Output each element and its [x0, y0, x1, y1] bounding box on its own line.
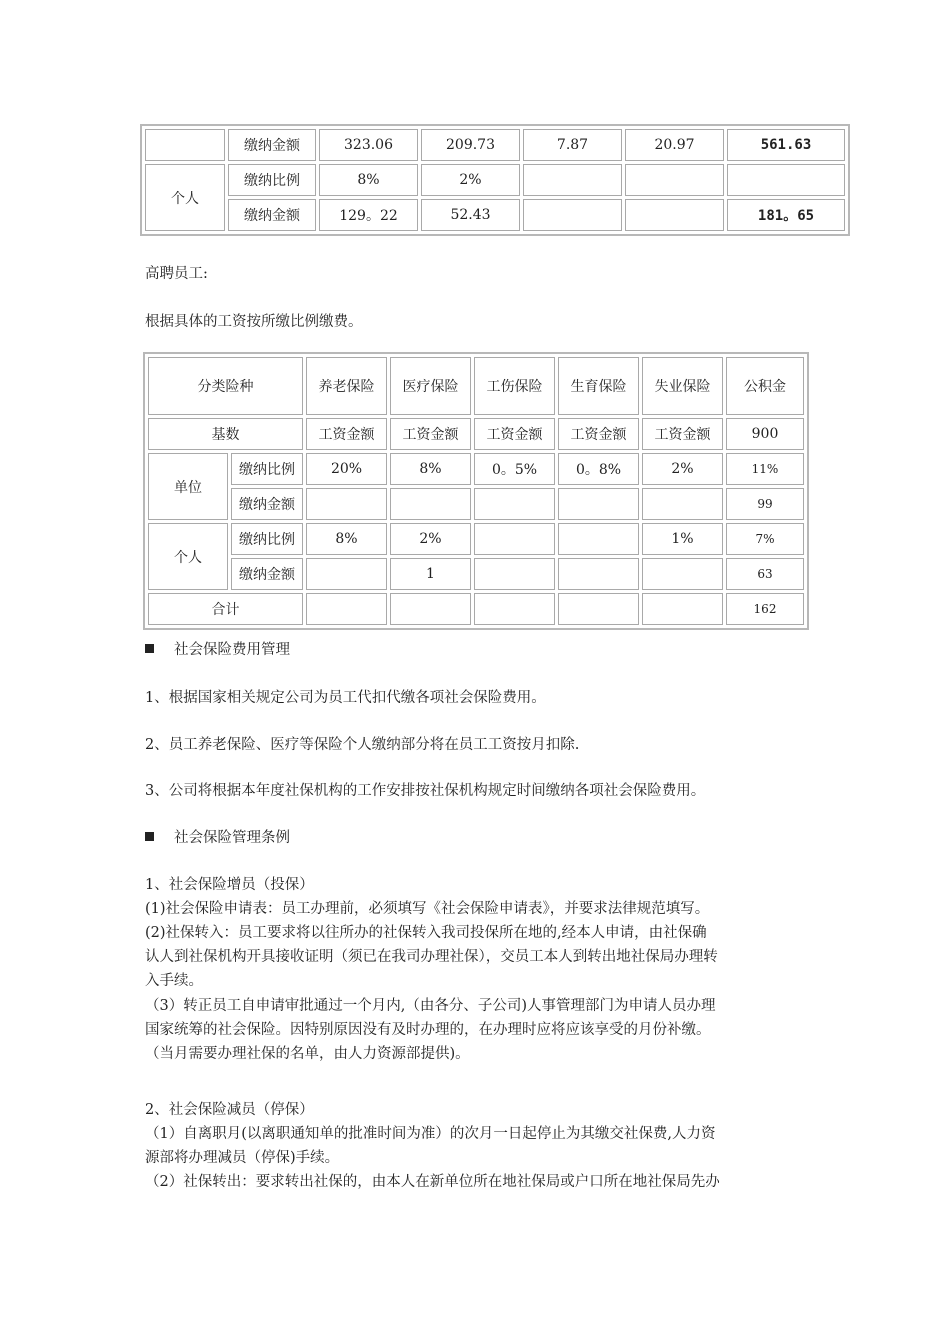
- base-label: 基数: [148, 418, 303, 450]
- text-line: 1、社会保险增员（投保）: [145, 877, 314, 893]
- table-cell: 8%: [319, 164, 418, 196]
- table-header-cell: 公积金: [726, 357, 804, 415]
- table-cell: [474, 558, 555, 590]
- table-cell: 1: [390, 558, 471, 590]
- table-cell: 7%: [726, 523, 804, 555]
- table-cell: 0。8%: [558, 453, 639, 485]
- text-line: 源部将办理减员（停保)手续。: [145, 1150, 340, 1166]
- table-cell: [642, 558, 723, 590]
- table-cell: [306, 558, 387, 590]
- text-line: (1)社会保险申请表：员工办理前，必须填写《社会保险申请表》，并要求法律规范填写。: [145, 901, 710, 917]
- table-cell: 工资金额: [642, 418, 723, 450]
- table-cell: [625, 199, 724, 231]
- table-cell: [558, 488, 639, 520]
- table-cell: 209.73: [421, 129, 520, 161]
- list-item: 3、公司将根据本年度社保机构的工作安排按社保机构规定时间缴纳各项社会保险费用。: [145, 783, 706, 799]
- table-cell: 2%: [390, 523, 471, 555]
- table-cell: 11%: [726, 453, 804, 485]
- section-heading-regulations: [145, 826, 290, 847]
- table-header-cell: 工伤保险: [474, 357, 555, 415]
- section-title: 社会保险管理条例: [174, 830, 290, 846]
- text-line: （当月需要办理社保的名单，由人力资源部提供)。: [145, 1046, 470, 1062]
- table-cell: 129。22: [319, 199, 418, 231]
- row-label: 缴纳金额: [228, 129, 316, 161]
- table-cell: 20.97: [625, 129, 724, 161]
- table-cell: [523, 164, 622, 196]
- table-cell: [390, 488, 471, 520]
- row-label: 缴纳金额: [231, 488, 303, 520]
- table-cell: [558, 558, 639, 590]
- table-cell: [306, 593, 387, 625]
- table-cell: 1%: [642, 523, 723, 555]
- table-cell: [523, 199, 622, 231]
- list-item: 2、员工养老保险、医疗等保险个人缴纳部分将在员工工资按月扣除.: [145, 737, 580, 753]
- square-bullet-icon: [145, 644, 154, 653]
- table-cell: [390, 593, 471, 625]
- table-cell: [558, 593, 639, 625]
- paragraph-senior-staff: 根据具体的工资按所缴比例缴费。: [145, 314, 363, 330]
- row-label: 缴纳金额: [228, 199, 316, 231]
- row-group-person: 个人: [148, 523, 228, 590]
- contribution-table-partial: [140, 124, 850, 236]
- table-header-cell: 分类险种: [148, 357, 303, 415]
- row-label: 缴纳比例: [231, 523, 303, 555]
- senior-contribution-table: [143, 352, 809, 630]
- table-cell: 99: [726, 488, 804, 520]
- table-header-cell: 生育保险: [558, 357, 639, 415]
- row-group-unit: 单位: [148, 453, 228, 520]
- table-header-cell: 医疗保险: [390, 357, 471, 415]
- table-cell: [474, 523, 555, 555]
- table-cell: 8%: [306, 523, 387, 555]
- table-cell-total: 561.63: [727, 129, 845, 161]
- row-group-person: 个人: [145, 164, 225, 231]
- section-heading-fee-management: [145, 638, 290, 659]
- table-cell: 52.43: [421, 199, 520, 231]
- text-line: 国家统筹的社会保险。因特别原因没有及时办理的，在办理时应将应该享受的月份补缴。: [145, 1022, 711, 1038]
- table-cell: [306, 488, 387, 520]
- text-line: (2)社保转入：员工要求将以往所办的社保转入我司投保所在地的,经本人申请，由社保确: [145, 925, 707, 941]
- square-bullet-icon: [145, 832, 154, 841]
- row-label: 缴纳比例: [228, 164, 316, 196]
- table-cell: 63: [726, 558, 804, 590]
- list-item: 1、根据国家相关规定公司为员工代扣代缴各项社会保险费用。: [145, 690, 546, 706]
- table-cell-total: 181。65: [727, 199, 845, 231]
- row-group-cell: [145, 129, 225, 161]
- text-line: 认人到社保机构开具接收证明（须已在我司办理社保），交员工本人到转出地社保局办理转: [145, 949, 718, 965]
- row-label: 缴纳比例: [231, 453, 303, 485]
- table-cell-total: [727, 164, 845, 196]
- row-label: 缴纳金额: [231, 558, 303, 590]
- table-cell: 工资金额: [558, 418, 639, 450]
- table-cell: [474, 488, 555, 520]
- table-cell: 工资金额: [306, 418, 387, 450]
- table-cell: 8%: [390, 453, 471, 485]
- text-line: （1）自离职月(以离职通知单的批准时间为准）的次月一日起停止为其缴交社保费,人力资: [145, 1126, 716, 1142]
- section-title: 社会保险费用管理: [174, 642, 290, 658]
- text-line: 入手续。: [145, 973, 203, 989]
- table-cell: 工资金额: [474, 418, 555, 450]
- table-header-cell: 养老保险: [306, 357, 387, 415]
- table-cell: [474, 593, 555, 625]
- table-cell: 162: [726, 593, 804, 625]
- table-cell: 2%: [421, 164, 520, 196]
- table-cell: 0。5%: [474, 453, 555, 485]
- table-cell: 7.87: [523, 129, 622, 161]
- table-cell: 20%: [306, 453, 387, 485]
- table-cell: 2%: [642, 453, 723, 485]
- table-cell: [642, 488, 723, 520]
- heading-senior-staff: 高聘员工:: [145, 266, 208, 282]
- table-header-cell: 失业保险: [642, 357, 723, 415]
- table-cell: [558, 523, 639, 555]
- table-cell: 900: [726, 418, 804, 450]
- table-cell: [625, 164, 724, 196]
- total-label: 合计: [148, 593, 303, 625]
- text-line: 2、社会保险减员（停保）: [145, 1102, 314, 1118]
- table-cell: 323.06: [319, 129, 418, 161]
- table-cell: [642, 593, 723, 625]
- table-cell: 工资金额: [390, 418, 471, 450]
- text-line: （2）社保转出：要求转出社保的，由本人在新单位所在地社保局或户口所在地社保局先办: [145, 1174, 720, 1190]
- text-line: （3）转正员工自申请审批通过一个月内,（由各分、子公司)人事管理部门为申请人员办理: [145, 998, 716, 1014]
